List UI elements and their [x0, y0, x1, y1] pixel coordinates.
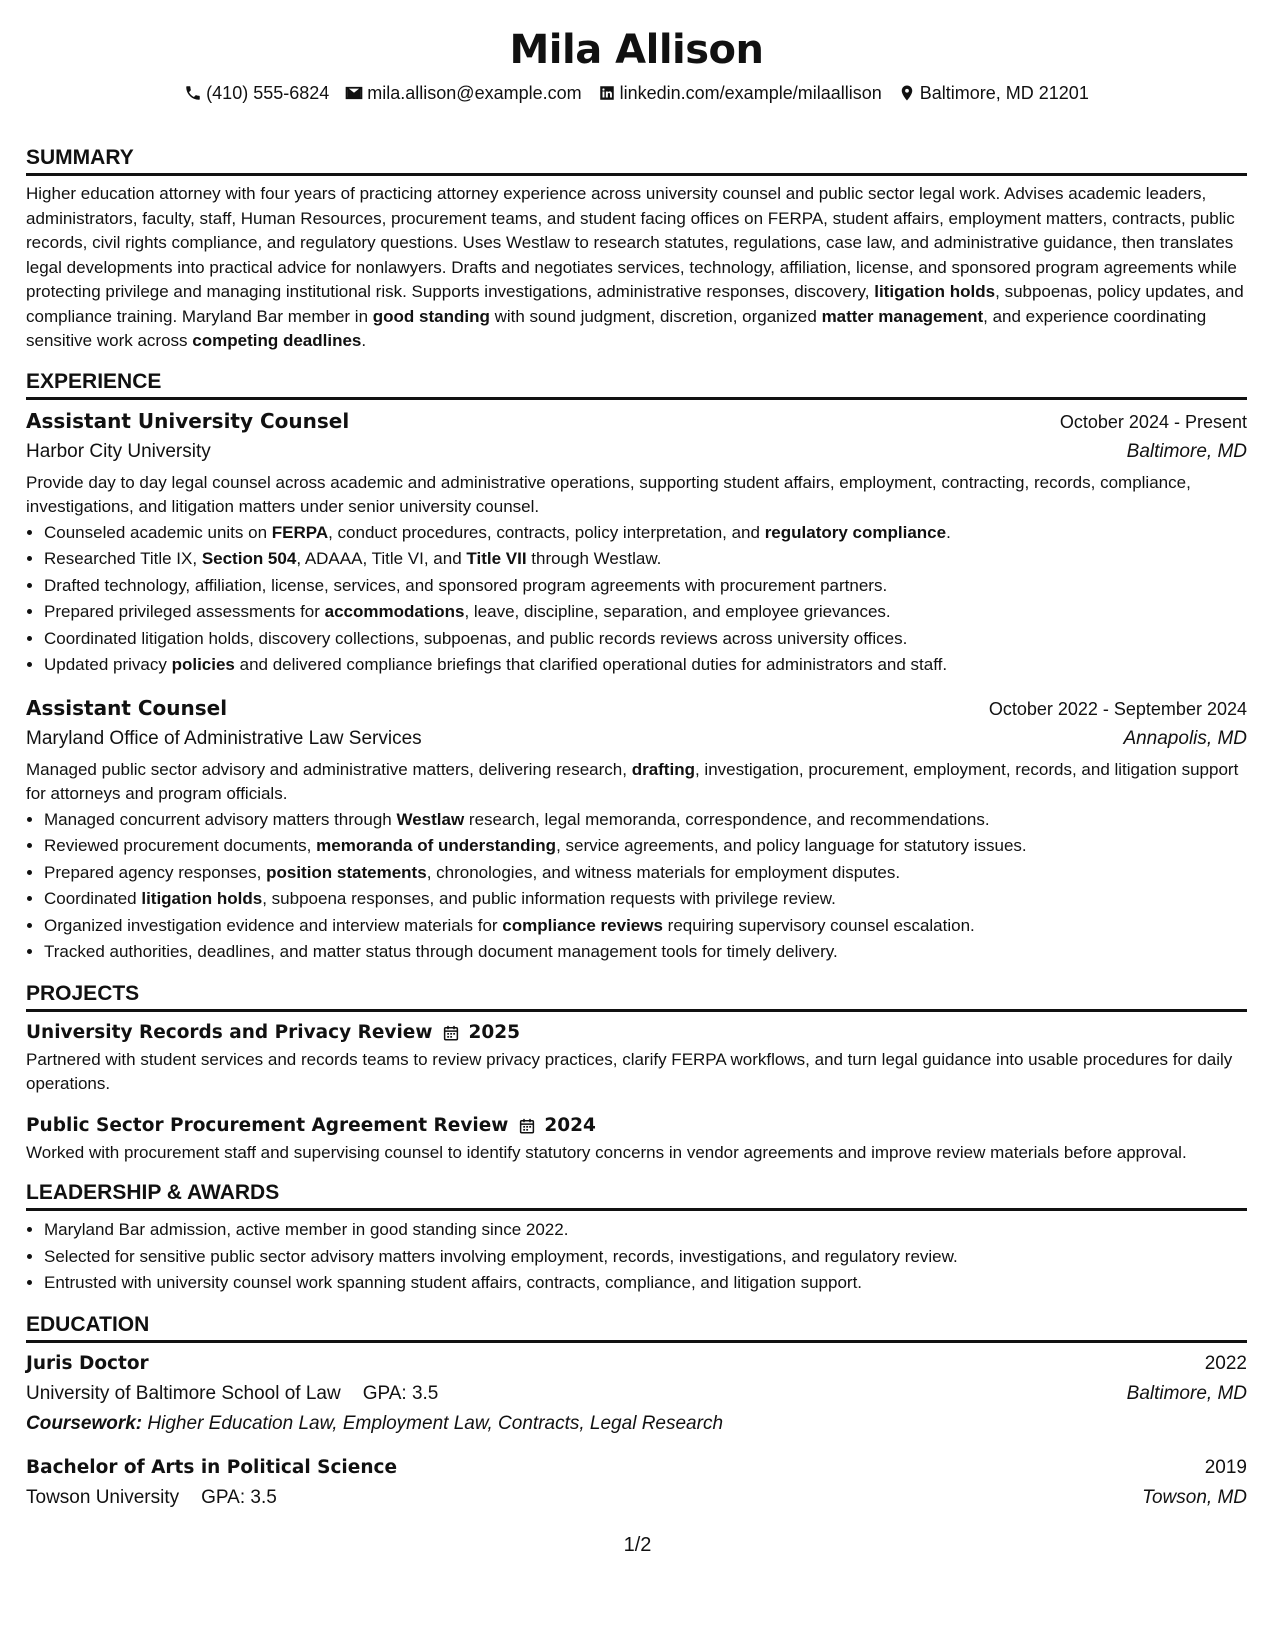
summary-text — [26, 182, 1247, 354]
bullet-text: , chronologies, and witness materials for employment disputes. — [426, 862, 901, 882]
bullet-bold: memoranda of understanding — [316, 836, 557, 855]
contact-phone — [184, 83, 329, 104]
section-title: LEADERSHIP & AWARDS — [26, 1179, 1247, 1211]
contact-linkedin[interactable] — [598, 83, 882, 104]
graduation-year: 2019 — [1204, 1456, 1247, 1478]
resume-page — [26, 0, 1247, 1513]
school-location: Towson, MD — [1142, 1486, 1247, 1508]
list-item: • Maryland Bar admission, active member in good standing since 2022. — [44, 1217, 1247, 1244]
list-item — [44, 652, 1247, 679]
bullet-bold: Westlaw — [396, 809, 465, 829]
job-title: Assistant University Counsel — [26, 408, 350, 433]
list-item: • Entrusted with university counsel work spanning student affairs, contracts, compliance, and litigation support. — [44, 1270, 1247, 1297]
job-location: Baltimore, MD — [1126, 440, 1247, 462]
job-description-part: , investigation, procurement, employment, records, and litigation support for attorneys and program officials. — [26, 759, 1239, 803]
bullet-bold: litigation holds — [141, 889, 263, 908]
graduation-year: 2022 — [1204, 1352, 1247, 1374]
linkedin-icon — [598, 84, 616, 102]
list-item — [44, 573, 1247, 600]
bullet-bold: FERPA — [271, 522, 329, 542]
experience-section — [26, 368, 1247, 966]
project-date — [442, 1018, 520, 1048]
project-name: University Records and Privacy Review — [26, 1021, 433, 1043]
bullet-bold: accommodations — [324, 602, 465, 621]
gpa: GPA: 3.5 — [201, 1486, 277, 1508]
summary-bold: matter management — [821, 306, 984, 326]
project-entry — [26, 1111, 1247, 1166]
bullet-text: Counseled academic units on — [44, 522, 272, 542]
bullet-text: research, legal memoranda, correspondence, and recommendations. — [464, 809, 990, 829]
contact-location-text: Baltimore, MD 21201 — [919, 82, 1089, 103]
coursework — [26, 1409, 1247, 1439]
bullet-text: Reviewed procurement documents, — [44, 836, 317, 855]
summary-section — [26, 144, 1247, 354]
contact-email[interactable] — [345, 83, 581, 104]
gpa: GPA: 3.5 — [362, 1382, 439, 1404]
project-description: Partnered with student services and records teams to review privacy practices, clarify FERPA workflows, and turn legal guidance into usable procedures for daily operations. — [26, 1049, 1233, 1093]
list-item — [44, 807, 1247, 834]
projects-section — [26, 980, 1247, 1166]
job-bullets — [26, 807, 1247, 966]
summary-bold: competing deadlines — [192, 331, 362, 350]
calendar-icon — [442, 1024, 460, 1042]
education-entry — [26, 1453, 1247, 1513]
bullet-text: Prepared agency responses, — [44, 862, 267, 882]
summary-text-part: , and experience coordinating sensitive work across — [26, 306, 1207, 350]
bullet-text: Tracked authorities, deadlines, and matter status through document management tools for timely delivery. — [44, 942, 838, 961]
list-item — [44, 860, 1247, 887]
section-title: PROJECTS — [26, 980, 1247, 1012]
list-item — [44, 833, 1247, 860]
bullet-text: , service agreements, and policy language for statutory issues. — [556, 836, 1027, 855]
coursework-label: Coursework: — [26, 1412, 143, 1434]
list-item: • Selected for sensitive public sector advisory matters involving employment, records, investigations, and regulatory review. — [44, 1244, 1247, 1271]
list-item — [44, 626, 1247, 653]
calendar-icon — [518, 1117, 536, 1135]
candidate-name: Mila Allison — [509, 27, 764, 73]
job-description-part: Managed public sector advisory and administrative matters, delivering research, — [26, 759, 632, 779]
project-date — [518, 1111, 596, 1141]
job-description-bold: drafting — [631, 759, 695, 779]
bullet-text: Researched Title IX, — [44, 549, 202, 568]
section-title: EDUCATION — [26, 1311, 1247, 1343]
bullet-text: . — [946, 522, 951, 542]
bullet-bold: Title VII — [466, 549, 527, 568]
degree: Juris Doctor — [26, 1352, 149, 1374]
list-item — [44, 939, 1247, 966]
map-marker-icon — [898, 84, 916, 102]
bullet-bold: position statements — [266, 862, 427, 882]
list-item — [44, 520, 1247, 547]
bullet-text: Drafted technology, affiliation, license, services, and sponsored program agreements with procurement partners. — [44, 575, 888, 595]
job-dates: October 2022 - September 2024 — [988, 698, 1247, 719]
project-description: Worked with procurement staff and supervising counsel to identify statutory concerns in vendor agreements and improve review materials before approval. — [26, 1142, 1187, 1162]
job-entry — [26, 693, 1247, 966]
summary-bold: good standing — [372, 306, 490, 326]
summary-text-part: , subpoenas, policy updates, and compliance training. Maryland Bar member in — [26, 282, 1244, 326]
job-location: Annapolis, MD — [1123, 727, 1247, 749]
bullet-text: , conduct procedures, contracts, policy interpretation, and — [328, 522, 765, 542]
contact-bar — [26, 80, 1247, 106]
list-item — [44, 913, 1247, 940]
list-item — [44, 886, 1247, 913]
bullet-text: requiring supervisory counsel escalation. — [662, 915, 975, 935]
page-number: 1/2 — [623, 1534, 652, 1556]
list-item — [44, 546, 1247, 573]
project-name: Public Sector Procurement Agreement Review — [26, 1114, 509, 1136]
bullet-text: and delivered compliance briefings that clarified operational duties for administrators and staff. — [234, 655, 948, 674]
contact-email-text[interactable]: mila.allison@example.com — [367, 82, 582, 103]
bullet-bold: compliance reviews — [502, 915, 663, 935]
leadership-list — [26, 1217, 1247, 1297]
bullet-text: Organized investigation evidence and interview materials for — [44, 915, 503, 935]
school-location: Baltimore, MD — [1126, 1382, 1247, 1404]
bullet-bold: Section 504 — [201, 549, 297, 568]
school-line — [26, 1379, 438, 1409]
bullet-text: Coordinated — [44, 889, 142, 908]
school-name: Towson University — [26, 1486, 180, 1508]
school-line — [26, 1483, 277, 1513]
phone-icon — [184, 84, 202, 102]
contact-location — [898, 83, 1089, 104]
section-title: SUMMARY — [26, 144, 1247, 176]
bullet-text: Prepared privileged assessments for — [44, 602, 325, 621]
education-section — [26, 1311, 1247, 1513]
project-year: 2024 — [544, 1114, 596, 1136]
leadership-section — [26, 1179, 1247, 1297]
job-bullets — [26, 520, 1247, 679]
bullet-text: , subpoena responses, and public information requests with privilege review. — [262, 889, 836, 908]
job-entry — [26, 406, 1247, 679]
envelope-icon — [345, 84, 363, 102]
job-organization: Maryland Office of Administrative Law Services — [26, 727, 422, 749]
list-item — [44, 599, 1247, 626]
project-year: 2025 — [468, 1021, 520, 1043]
coursework-list: Higher Education Law, Employment Law, Contracts, Legal Research — [147, 1412, 724, 1434]
bullet-bold: policies — [171, 655, 235, 674]
bullet-text: through Westlaw. — [526, 549, 662, 568]
summary-text-part: . — [361, 331, 367, 350]
school-name: University of Baltimore School of Law — [26, 1382, 341, 1404]
bullet-text: , leave, discipline, separation, and employee grievances. — [464, 602, 891, 621]
summary-text-part: with sound judgment, discretion, organized — [489, 306, 822, 326]
bullet-bold: regulatory compliance — [764, 522, 947, 542]
bullet-text: Managed concurrent advisory matters through — [44, 809, 397, 829]
summary-text-part: Higher education attorney with four years of practicing attorney experience across university counsel and public sector legal work. Advises academic leaders, administrators, faculty, staff, Human Resources, procurement teams, and student facing offices on FERPA, student affairs, employment matters, contracts, public records, civil rights compliance, and regulatory questions. Uses Westlaw to research statutes, regulations, case law, and administrative guidance, then translates legal developments into practical advice for nonlawyers. Drafts and negotiates services, technology, affiliation, license, and sponsored program agreements while protecting privilege and managing institutional risk. Supports investigations, administrative responses, discovery, — [26, 184, 1237, 301]
bullet-text: , ADAAA, Title VI, and — [296, 549, 467, 568]
contact-phone-text: (410) 555-6824 — [206, 82, 330, 103]
project-entry — [26, 1018, 1247, 1097]
job-dates: October 2024 - Present — [1059, 411, 1247, 432]
contact-linkedin-text[interactable]: linkedin.com/example/milaallison — [619, 82, 882, 103]
bullet-text: Updated privacy — [44, 655, 172, 674]
section-title: EXPERIENCE — [26, 368, 1247, 400]
education-entry — [26, 1349, 1247, 1439]
job-description: Provide day to day legal counsel across academic and administrative operations, supporting student affairs, employment, contracting, records, compliance, investigations, and litigation matters under senior university counsel. — [26, 472, 1191, 516]
job-description — [26, 758, 1247, 807]
job-title: Assistant Counsel — [26, 695, 228, 720]
job-organization: Harbor City University — [26, 440, 211, 462]
bullet-text: Coordinated litigation holds, discovery collections, subpoenas, and public records reviews across university offices. — [44, 628, 908, 648]
summary-bold: litigation holds — [874, 282, 996, 301]
degree: Bachelor of Arts in Political Science — [26, 1456, 398, 1478]
